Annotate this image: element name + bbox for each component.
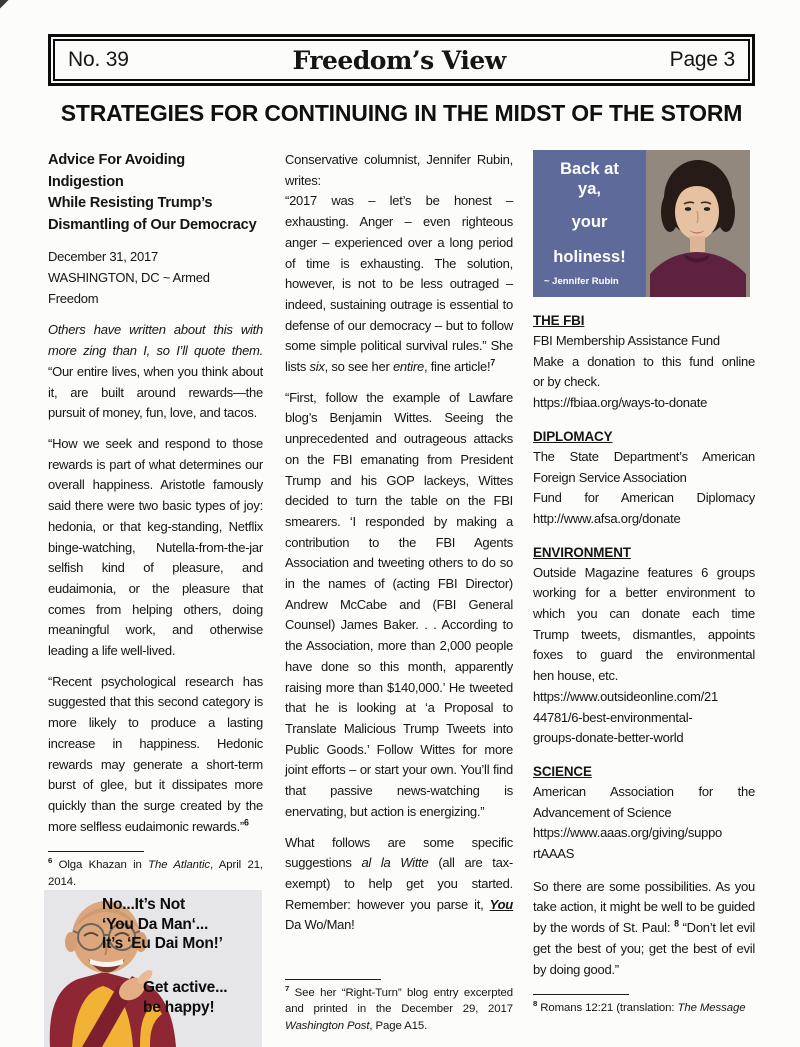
jennifer-rubin-meme-image: [533, 150, 750, 297]
footnote-6: $^6$ Olga Khazan in The Atlantic, April 21, 2014.: [48, 851, 263, 890]
section-heading: ENVIRONMENT: [533, 544, 631, 560]
page-headline: STRATEGIES FOR CONTINUING IN THE MIDST OF THE STORM: [60, 100, 743, 126]
link-url: groups-donate-better-world: [533, 730, 684, 746]
footnote-rule: [533, 994, 629, 995]
link-url: rtAAAS: [533, 846, 575, 862]
section-heading: SCIENCE: [533, 763, 592, 779]
column-left: [48, 150, 263, 1042]
section-heading: DIPLOMACY: [533, 428, 613, 444]
rubin-meme-attribution: ~ Jennifer Rubin: [544, 276, 619, 287]
footnote-7: $^7$ See her “Right-Turn” blog entry excerpted and printed in the December 29, 2017 Washington Post, Page A15.: [285, 979, 513, 1034]
paragraph: Others have written about this with more zing than I, so I’ll quote them. “Our entire lives, when you think about it, are built around rewards—the pursuit of money, fun, love, and tacos.: [48, 322, 263, 421]
section-science: SCIENCE American Association for the Advancement of Science https://www.aaas.org/giving/suppo rtAAAS: [533, 761, 755, 865]
closing-paragraph: So there are some possibilities. As you take action, it might be well to be guided by the words of St. Paul: $^8$ “Don’t let evil get the best of you; get the best of evil by doing good.”: [533, 878, 755, 977]
paragraph: Conservative columnist, Jennifer Rubin, writes: “2017 was – let’s be honest – exhausting. Anger – even righteous anger – experienced over a long period of time is exhausting. The solution, however, is not to be less outraged – indeed, sustaining outrage is essential to defense of our democracy – but to follow some simple political survival rules.” She lists six, so see her entire, fine article!$^7$: [285, 152, 513, 375]
section-heading: THE FBI: [533, 313, 585, 328]
paragraph: What follows are some specific suggestions al la Witte (all are tax-exempt) to help get you started. Remember: however you parse it, You Da Wo/Man!: [285, 834, 513, 933]
article-date: December 31, 2017: [48, 249, 158, 265]
rubin-meme-caption: Back at ya, your holiness! ~ Jennifer Rubin: [533, 150, 646, 297]
footnote-ref-7: 7: [490, 357, 495, 368]
dalai-meme-caption-bottom: Get active... be happy!: [143, 979, 228, 1016]
newsletter-title: Freedom’s View: [292, 45, 506, 75]
article-heading: [48, 150, 263, 236]
link-url: https://fbiaa.org/ways-to-donate: [533, 395, 708, 411]
paragraph: “How we seek and respond to those rewards is part of what determines our overall happiness. Aristotle famously said there were two basic types of joy: hedonia, or that keg-standing, Netflix binge-watching, Nutella-from-the-jar selfish kind of pleasure, and eudaimonia, or the pleasure that comes from helping others, doing meaningful work, and otherwise leading a life well-lived.: [48, 436, 263, 659]
footnote-ref-6: 6: [243, 817, 249, 828]
footnote-8: $^8$ Romans 12:21 (translation: The Message: [533, 994, 755, 1016]
scan-corner-artifact: [0, 0, 14, 10]
article-heading-line: Advice For Avoiding Indigestion: [48, 152, 186, 190]
page-number: Page 3: [669, 48, 735, 71]
paragraph: “First, follow the example of Lawfare blog’s Benjamin Wittes. Seeing the unprecedented and outrageous attacks on the FBI emanating from President Trump and his GOP lackeys, Wittes decided to turn the table on the FBI smearers. ‘I responded by making a contribution to the FBI Agents Association and tweeting others to do so in the names of (acting FBI Director) Andrew McCabe and (FBI General Counsel) James Baker. . . According to the Association, more than 2,000 people have done so this month, apparently raising more than $140,000.’ He tweeted that he is looking at ‘a Proposal to Translate Malicious Trump Tweets into Public Goods.’ Follow Wittes for more joint efforts – or start your own. You’ll find that passive news-watching is enervating, but action is energizing.”: [285, 389, 513, 819]
section-diplomacy: DIPLOMACY The State Department’s American Foreign Service Association Fund for American Diplomacy http://www.afsa.org/donate: [533, 426, 755, 530]
article-heading-line: Dismantling of Our Democracy: [48, 216, 257, 233]
article-heading-line: While Resisting Trump’s: [48, 195, 213, 212]
link-url: https://www.outsideonline.com/21: [533, 688, 718, 704]
jennifer-rubin-portrait: [646, 150, 750, 297]
italic-lede: Others have written about this with more zing than I, so I’ll quote them.: [48, 322, 263, 359]
section-environment: ENVIRONMENT Outside Magazine features 6 groups working for a better environment to which you can donate each time Trump tweets, dismantles, appoints foxes to guard the environmental hen house, etc. https://www.outsideonline.com/21 44781/6-best-environmental- groups-donate-better-world: [533, 542, 755, 749]
footnote-rule: [285, 979, 381, 980]
article-byline: WASHINGTON, DC ~ Armed Freedom: [48, 270, 210, 306]
column-middle: [285, 150, 513, 1042]
dalai-meme-caption-top: No...It’s Not ‘You Da Man‘... It’s ‘Eu Dai Mon!’: [102, 896, 223, 953]
article-columns: [48, 150, 755, 1042]
link-url: http://www.afsa.org/donate: [533, 510, 681, 526]
dateline: [48, 247, 263, 309]
footnote-rule: [48, 851, 144, 852]
dalai-lama-meme-image: [44, 890, 262, 1047]
emphasis-you: You: [489, 896, 513, 912]
masthead-box: [48, 34, 755, 86]
section-the-fbi: THE FBI FBI Membership Assistance Fund Make a donation to this fund online or by check. https://fbiaa.org/ways-to-donate: [533, 310, 755, 414]
footnote-ref-8: 8: [674, 918, 679, 929]
issue-number: No. 39: [68, 48, 129, 71]
link-url: 44781/6-best-environmental-: [533, 709, 693, 725]
column-right: [533, 150, 755, 1042]
paragraph: “Recent psychological research has suggested that this second category is more likely to produce a lasting increase in happiness. Hedonic rewards may generate a short-term burst of glee, but it dissipates more quickly than the surge created by the more selfless eudaimonic rewards.”$^6$: [48, 673, 263, 834]
link-url: https://www.aaas.org/giving/suppo: [533, 825, 723, 841]
